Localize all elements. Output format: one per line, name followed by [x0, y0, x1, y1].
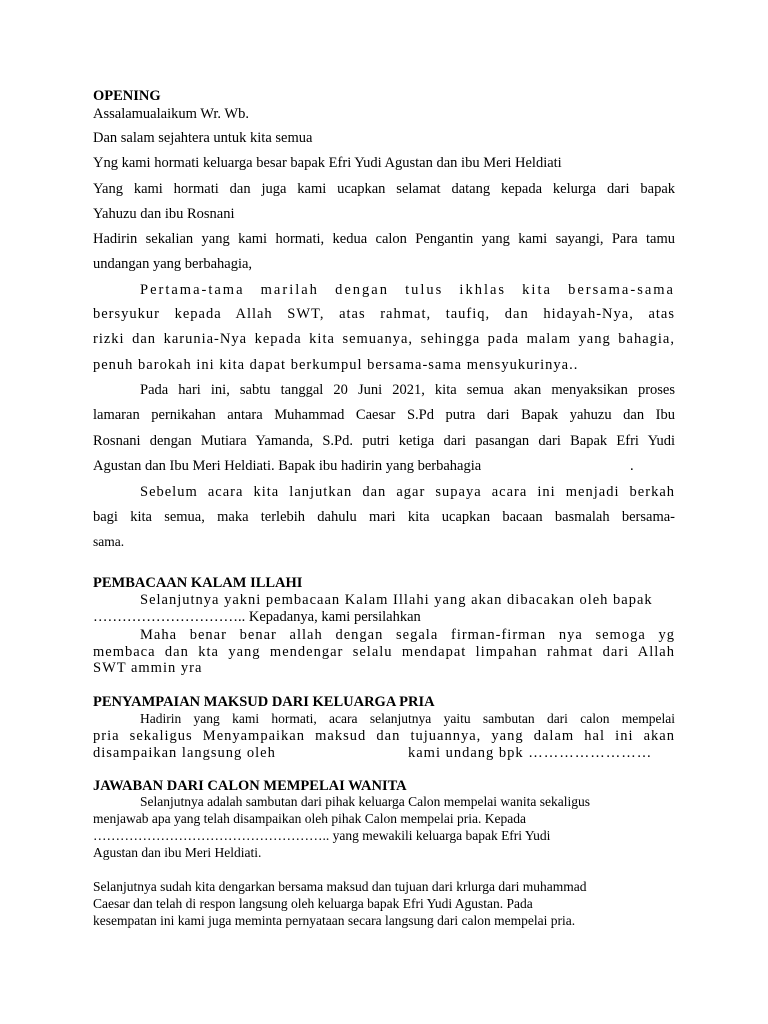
text-line: Yahuzu dan ibu Rosnani: [93, 206, 235, 222]
text-line: rizki dan karunia-Nya kepada kita semuanya, sehingga pada malam yang bahagia,: [93, 331, 675, 347]
text-line: Selanjutnya adalah sambutan dari pihak keluarga Calon mempelai wanita sekaligus: [140, 794, 590, 809]
text-line: kesempatan ini kami juga meminta pernyataan secara langsung dari calon mempelai pria.: [93, 913, 576, 928]
text-line: Yang kami hormati dan juga kami ucapkan selamat datang kepada kelurga dari bapak: [93, 181, 675, 197]
text-line: Pada hari ini, sabtu tanggal 20 Juni 2021, kita semua akan menyaksikan proses: [140, 382, 675, 398]
text-line: disampaikan langsung oleh: [93, 745, 276, 761]
text-line: Caesar dan telah di respon langsung oleh keluarga bapak Efri Yudi Agustan. Pada: [93, 896, 533, 911]
text-line: Maha benar benar allah dengan segala firman-firman nya semoga yg: [140, 627, 675, 643]
text-line: Agustan dan Ibu Meri Heldiati. Bapak ibu hadirin yang berbahagia: [93, 458, 482, 474]
text-line: lamaran pernikahan antara Muhammad Caesar S.Pd putra dari Bapak yahuzu dan Ibu: [93, 407, 675, 423]
text-line: pria sekaligus Menyampaikan maksud dan tujuannya, yang dalam hal ini akan: [93, 728, 675, 744]
text-line: ………………………….. Kepadanya, kami persilahkan: [93, 609, 421, 625]
text-line: Hadirin sekalian yang kami hormati, kedua calon Pengantin yang kami sayangi, Para tamu: [93, 231, 675, 247]
text-line: Assalamualaikum Wr. Wb.: [93, 106, 249, 122]
heading-kalam-illahi: PEMBACAAN KALAM ILLAHI: [93, 575, 303, 591]
text-line: Pertama-tama marilah dengan tulus ikhlas kita bersama-sama: [140, 282, 675, 298]
text-line: .: [630, 458, 634, 474]
text-line: Yng kami hormati keluarga besar bapak Efri Yudi Agustan dan ibu Meri Heldiati: [93, 155, 562, 171]
heading-opening: OPENING: [93, 88, 161, 104]
text-line: Hadirin yang kami hormati, acara selanjutnya yaitu sambutan dari calon mempelai: [140, 711, 675, 726]
text-line: bagi kita semua, maka terlebih dahulu mari kita ucapkan bacaan basmalah bersama-: [93, 509, 675, 525]
heading-jawaban-mempelai-wanita: JAWABAN DARI CALON MEMPELAI WANITA: [93, 778, 407, 794]
text-line: undangan yang berbahagia,: [93, 256, 253, 272]
text-line: penuh barokah ini kita dapat berkumpul bersama-sama mensyukurinya..: [93, 357, 579, 373]
text-line: Dan salam sejahtera untuk kita semua: [93, 130, 313, 146]
heading-penyampaian-maksud: PENYAMPAIAN MAKSUD DARI KELUARGA PRIA: [93, 694, 435, 710]
text-line: [140, 591, 675, 609]
text-line: SWT ammin yra: [93, 660, 203, 676]
text-fragment: Selanjutnya yakni pembacaan Kalam Illahi yang akan dibacakan oleh bapak: [140, 592, 653, 608]
text-line: menjawab apa yang telah disampaikan oleh pihak Calon mempelai pria. Kepada: [93, 811, 526, 826]
text-line: Sebelum acara kita lanjutkan dan agar supaya acara ini menjadi berkah: [140, 484, 675, 500]
text-line: …………………………………………….. yang mewakili keluarga bapak Efri Yudi: [93, 828, 551, 843]
text-line: Rosnani dengan Mutiara Yamanda, S.Pd. putri ketiga dari pasangan dari Bapak Efri Yudi: [93, 433, 675, 449]
text-line: membaca dan kta yang mendengar selalu mendapat limpahan rahmat dari Allah: [93, 644, 675, 660]
text-line: Selanjutnya sudah kita dengarkan bersama maksud dan tujuan dari krlurga dari muhammad: [93, 879, 587, 894]
text-line: sama.: [93, 534, 125, 549]
text-line: Agustan dan ibu Meri Heldiati.: [93, 845, 262, 860]
text-line: bersyukur kepada Allah SWT, atas rahmat, taufiq, dan hidayah-Nya, atas: [93, 306, 675, 322]
text-line: kami undang bpk ……………………: [408, 745, 653, 761]
